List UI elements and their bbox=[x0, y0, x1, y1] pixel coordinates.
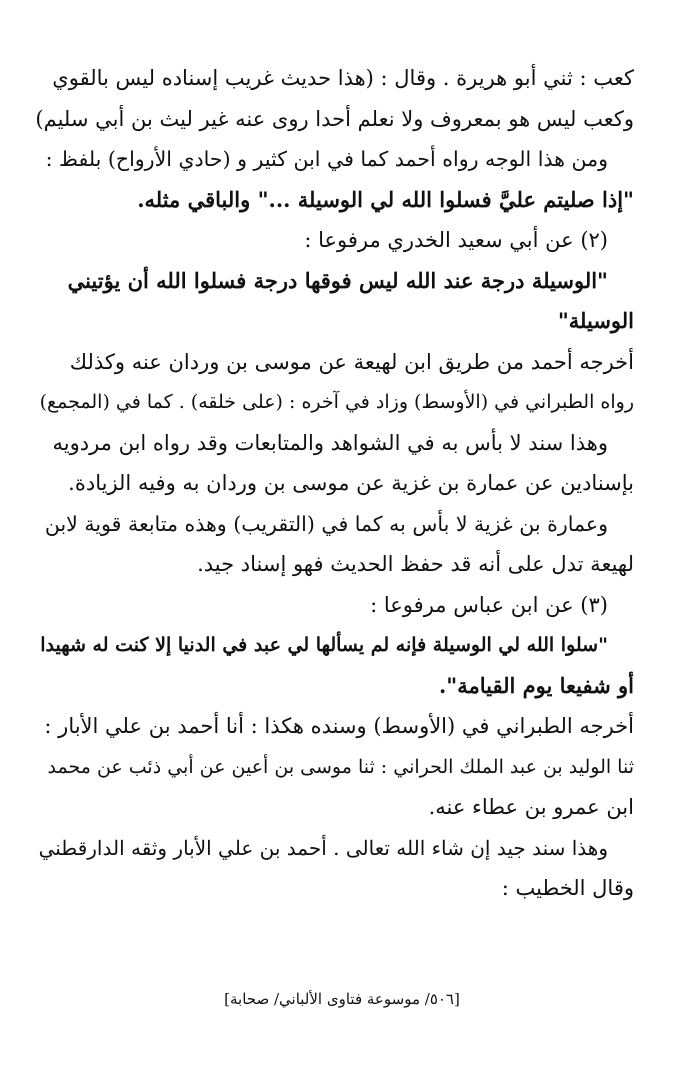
text-line: وقال الخطيب : bbox=[501, 876, 634, 900]
text-line: أخرجه أحمد من طريق ابن لهيعة عن موسى بن وردان عنه وكذلك bbox=[69, 349, 634, 374]
text-line: الوسيلة" bbox=[557, 308, 634, 333]
text-line: "سلوا الله لي الوسيلة فإنه لم يسألها لي عبد في الدنيا إلا كنت له شهيدا bbox=[40, 634, 608, 656]
text-line: بإسنادين عن عمارة بن غزية عن موسى بن وردان به وفيه الزيادة. bbox=[68, 471, 634, 495]
text-line: ثنا الوليد بن عبد الملك الحراني : ثنا موسى بن أعين عن أبي ذئب عن محمد bbox=[47, 755, 634, 778]
text-line: وهذا سند لا بأس به في الشواهد والمتابعات وقد رواه ابن مردويه bbox=[52, 430, 608, 455]
page-body-text bbox=[34, 58, 634, 909]
text-line: (٣) عن ابن عباس مرفوعا : bbox=[370, 592, 608, 617]
text-line: "الوسيلة درجة عند الله ليس فوقها درجة فسلوا الله أن يؤتيني bbox=[67, 267, 608, 293]
text-line: ابن عمرو بن عطاء عنه. bbox=[428, 795, 634, 819]
text-line: رواه الطبراني في (الأوسط) وزاد في آخره : (على خلقه) . كما في (المجمع) bbox=[39, 391, 634, 413]
text-line: (٢) عن أبي سعيد الخدري مرفوعا : bbox=[304, 228, 608, 252]
text-line: وهذا سند جيد إن شاء الله تعالى . أحمد بن علي الأبار وثقه الدارقطني bbox=[38, 835, 608, 860]
text-line: أخرجه الطبراني في (الأوسط) وسنده هكذا : أنا أحمد بن علي الأبار : bbox=[44, 714, 634, 738]
text-line: كعب : ثني أبو هريرة . وقال : (هذا حديث غريب إسناده ليس بالقوي bbox=[52, 66, 634, 90]
text-line: "إذا صليتم عليَّ فسلوا الله لي الوسيلة ..." والباقي مثله. bbox=[137, 186, 634, 212]
text-line: أو شفيعا يوم القيامة". bbox=[438, 672, 634, 698]
text-line: وعمارة بن غزية لا بأس به كما في (التقريب) وهذه متابعة قوية لابن bbox=[44, 511, 608, 536]
page-footer: [٥٠٦/ موسوعة فتاوى الألباني/ صحابة] bbox=[224, 990, 460, 1008]
text-line: وكعب ليس هو بمعروف ولا نعلم أحدا روى عنه غير ليث بن أبي سليم) bbox=[35, 106, 634, 131]
text-line: لهيعة تدل على أنه قد حفظ الحديث فهو إسناد جيد. bbox=[197, 552, 634, 576]
text-line: ومن هذا الوجه رواه أحمد كما في ابن كثير و (حادي الأرواح) بلفظ : bbox=[45, 147, 608, 171]
